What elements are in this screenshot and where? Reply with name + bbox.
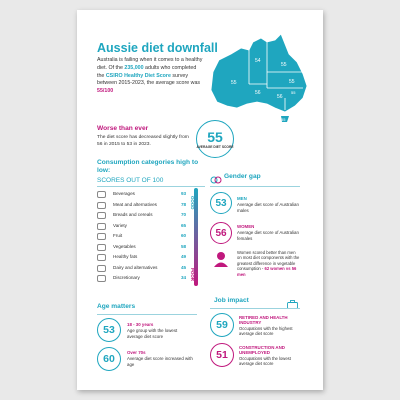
categories-heading: Consumption categories high to low:	[97, 159, 199, 174]
job-top-desc: Occupations with the highest average diet score	[239, 326, 293, 337]
categories-subheading: SCORES OUT OF 100	[97, 177, 164, 184]
gender-icon	[210, 172, 222, 182]
category-name: Healthy fats	[113, 254, 138, 259]
intro-score-suffix: /100	[102, 88, 114, 95]
women-score-circle: 56	[210, 222, 232, 244]
apple-icon	[97, 233, 106, 240]
gender-note-text: Women scored better than men on most diet components with the greatest difference in vegetable consumption -	[237, 250, 300, 272]
men-score-circle: 53	[210, 192, 232, 214]
average-score-value: 55	[207, 128, 223, 145]
job-low-desc: Occupations with the lowest average diet score	[239, 356, 291, 367]
gender-note-highlight: 62 women vs 56 men	[237, 266, 297, 277]
milk-icon	[97, 265, 106, 272]
map-region-tas: 55	[281, 117, 286, 122]
job-top-circle: 59	[210, 313, 234, 337]
women-label: WOMEN	[237, 224, 255, 229]
age-old-circle: 60	[97, 347, 121, 371]
category-name: Fruit	[113, 233, 123, 238]
australia-map	[205, 32, 317, 124]
gender-note	[237, 250, 301, 277]
category-score: 70	[181, 212, 187, 217]
glass-icon	[97, 191, 106, 198]
category-name: Beverages	[113, 191, 135, 196]
age-young-label: 18 - 30 years	[127, 322, 154, 327]
categories-divider	[97, 186, 205, 187]
woman-icon	[212, 250, 230, 268]
map-region-sa: 56	[255, 90, 261, 96]
age-divider	[97, 314, 197, 315]
men-desc: Average diet score of Australian males	[237, 202, 299, 213]
map-region-nsw: 55	[289, 79, 295, 85]
avocado-icon	[97, 254, 106, 261]
category-score: 65	[181, 222, 187, 228]
map-region-nt: 54	[255, 58, 261, 64]
map-region-act: 55	[291, 90, 296, 95]
category-score: 78	[181, 201, 187, 207]
category-name: Dairy and alternatives	[113, 264, 158, 270]
map-region-vic: 56	[277, 94, 283, 100]
category-row	[97, 222, 207, 232]
job-low-circle: 51	[210, 343, 234, 367]
category-name: Meat and alternatives	[113, 201, 157, 207]
category-score: 58	[181, 243, 187, 249]
category-name: Variety	[113, 222, 127, 228]
intro-text-1: Australia is failing when it comes to a healthy diet. Of the	[97, 57, 203, 71]
men-label: MEN	[237, 196, 247, 201]
page-title: Aussie diet downfall	[97, 41, 218, 55]
infographic-page	[77, 10, 323, 390]
category-score: 93	[181, 191, 187, 196]
briefcase-icon	[287, 296, 298, 305]
age-young-desc: Age group with the lowest average diet score	[127, 328, 178, 339]
category-score: 45	[181, 264, 187, 270]
category-row	[97, 232, 207, 242]
intro-text-2: adults who completed the	[97, 64, 197, 79]
intro-paragraph	[97, 57, 205, 96]
map-region-wa: 55	[231, 80, 237, 86]
gender-divider	[210, 186, 300, 187]
category-score: 49	[181, 254, 187, 259]
carrot-icon	[97, 244, 106, 251]
intro-text-3: survey between 2015-2023, the average score was	[97, 72, 201, 87]
australia-mainland	[211, 34, 307, 112]
average-score-label: AVERAGE DIET SCORE	[196, 144, 234, 149]
age-old-desc: Average diet score increased with age	[127, 356, 193, 367]
job-low-label: CONSTRUCTION AND UNEMPLOYED	[239, 345, 285, 356]
poor-label: POOR	[190, 268, 195, 281]
job-top-label: RETIRED AND HEALTH INDUSTRY	[239, 315, 288, 326]
job-heading: Job impact	[214, 297, 249, 304]
category-row	[97, 243, 207, 253]
category-row	[97, 211, 207, 221]
bread-icon	[97, 212, 106, 219]
age-young-circle: 53	[97, 318, 121, 342]
category-name: Vegetables	[113, 243, 136, 249]
gender-heading: Gender gap	[224, 173, 261, 180]
worse-heading: Worse than ever	[97, 125, 149, 132]
intro-survey-name: CSIRO Healthy Diet Score	[105, 72, 171, 79]
age-old-label: Over 70s	[127, 350, 146, 355]
category-score: 34	[181, 275, 187, 280]
category-row	[97, 253, 207, 263]
category-name: Discretionary	[113, 275, 140, 280]
job-divider	[210, 308, 300, 309]
intro-score: 55	[97, 88, 103, 95]
intro-count: 235,000	[124, 64, 144, 71]
average-score-badge	[196, 120, 234, 158]
category-name: Breads and cereals	[113, 212, 153, 217]
women-desc: Average diet score of Australian females	[237, 230, 299, 241]
category-score: 60	[181, 233, 187, 238]
map-region-qld: 55	[281, 62, 287, 68]
plate-icon	[97, 223, 106, 230]
age-heading: Age matters	[97, 303, 136, 310]
worse-body: The diet score has decreased slightly from 56 in 2015 to 53 in 2023.	[97, 135, 189, 147]
good-label: GOOD	[190, 196, 195, 210]
steak-icon	[97, 202, 106, 209]
sweets-icon	[97, 275, 106, 282]
